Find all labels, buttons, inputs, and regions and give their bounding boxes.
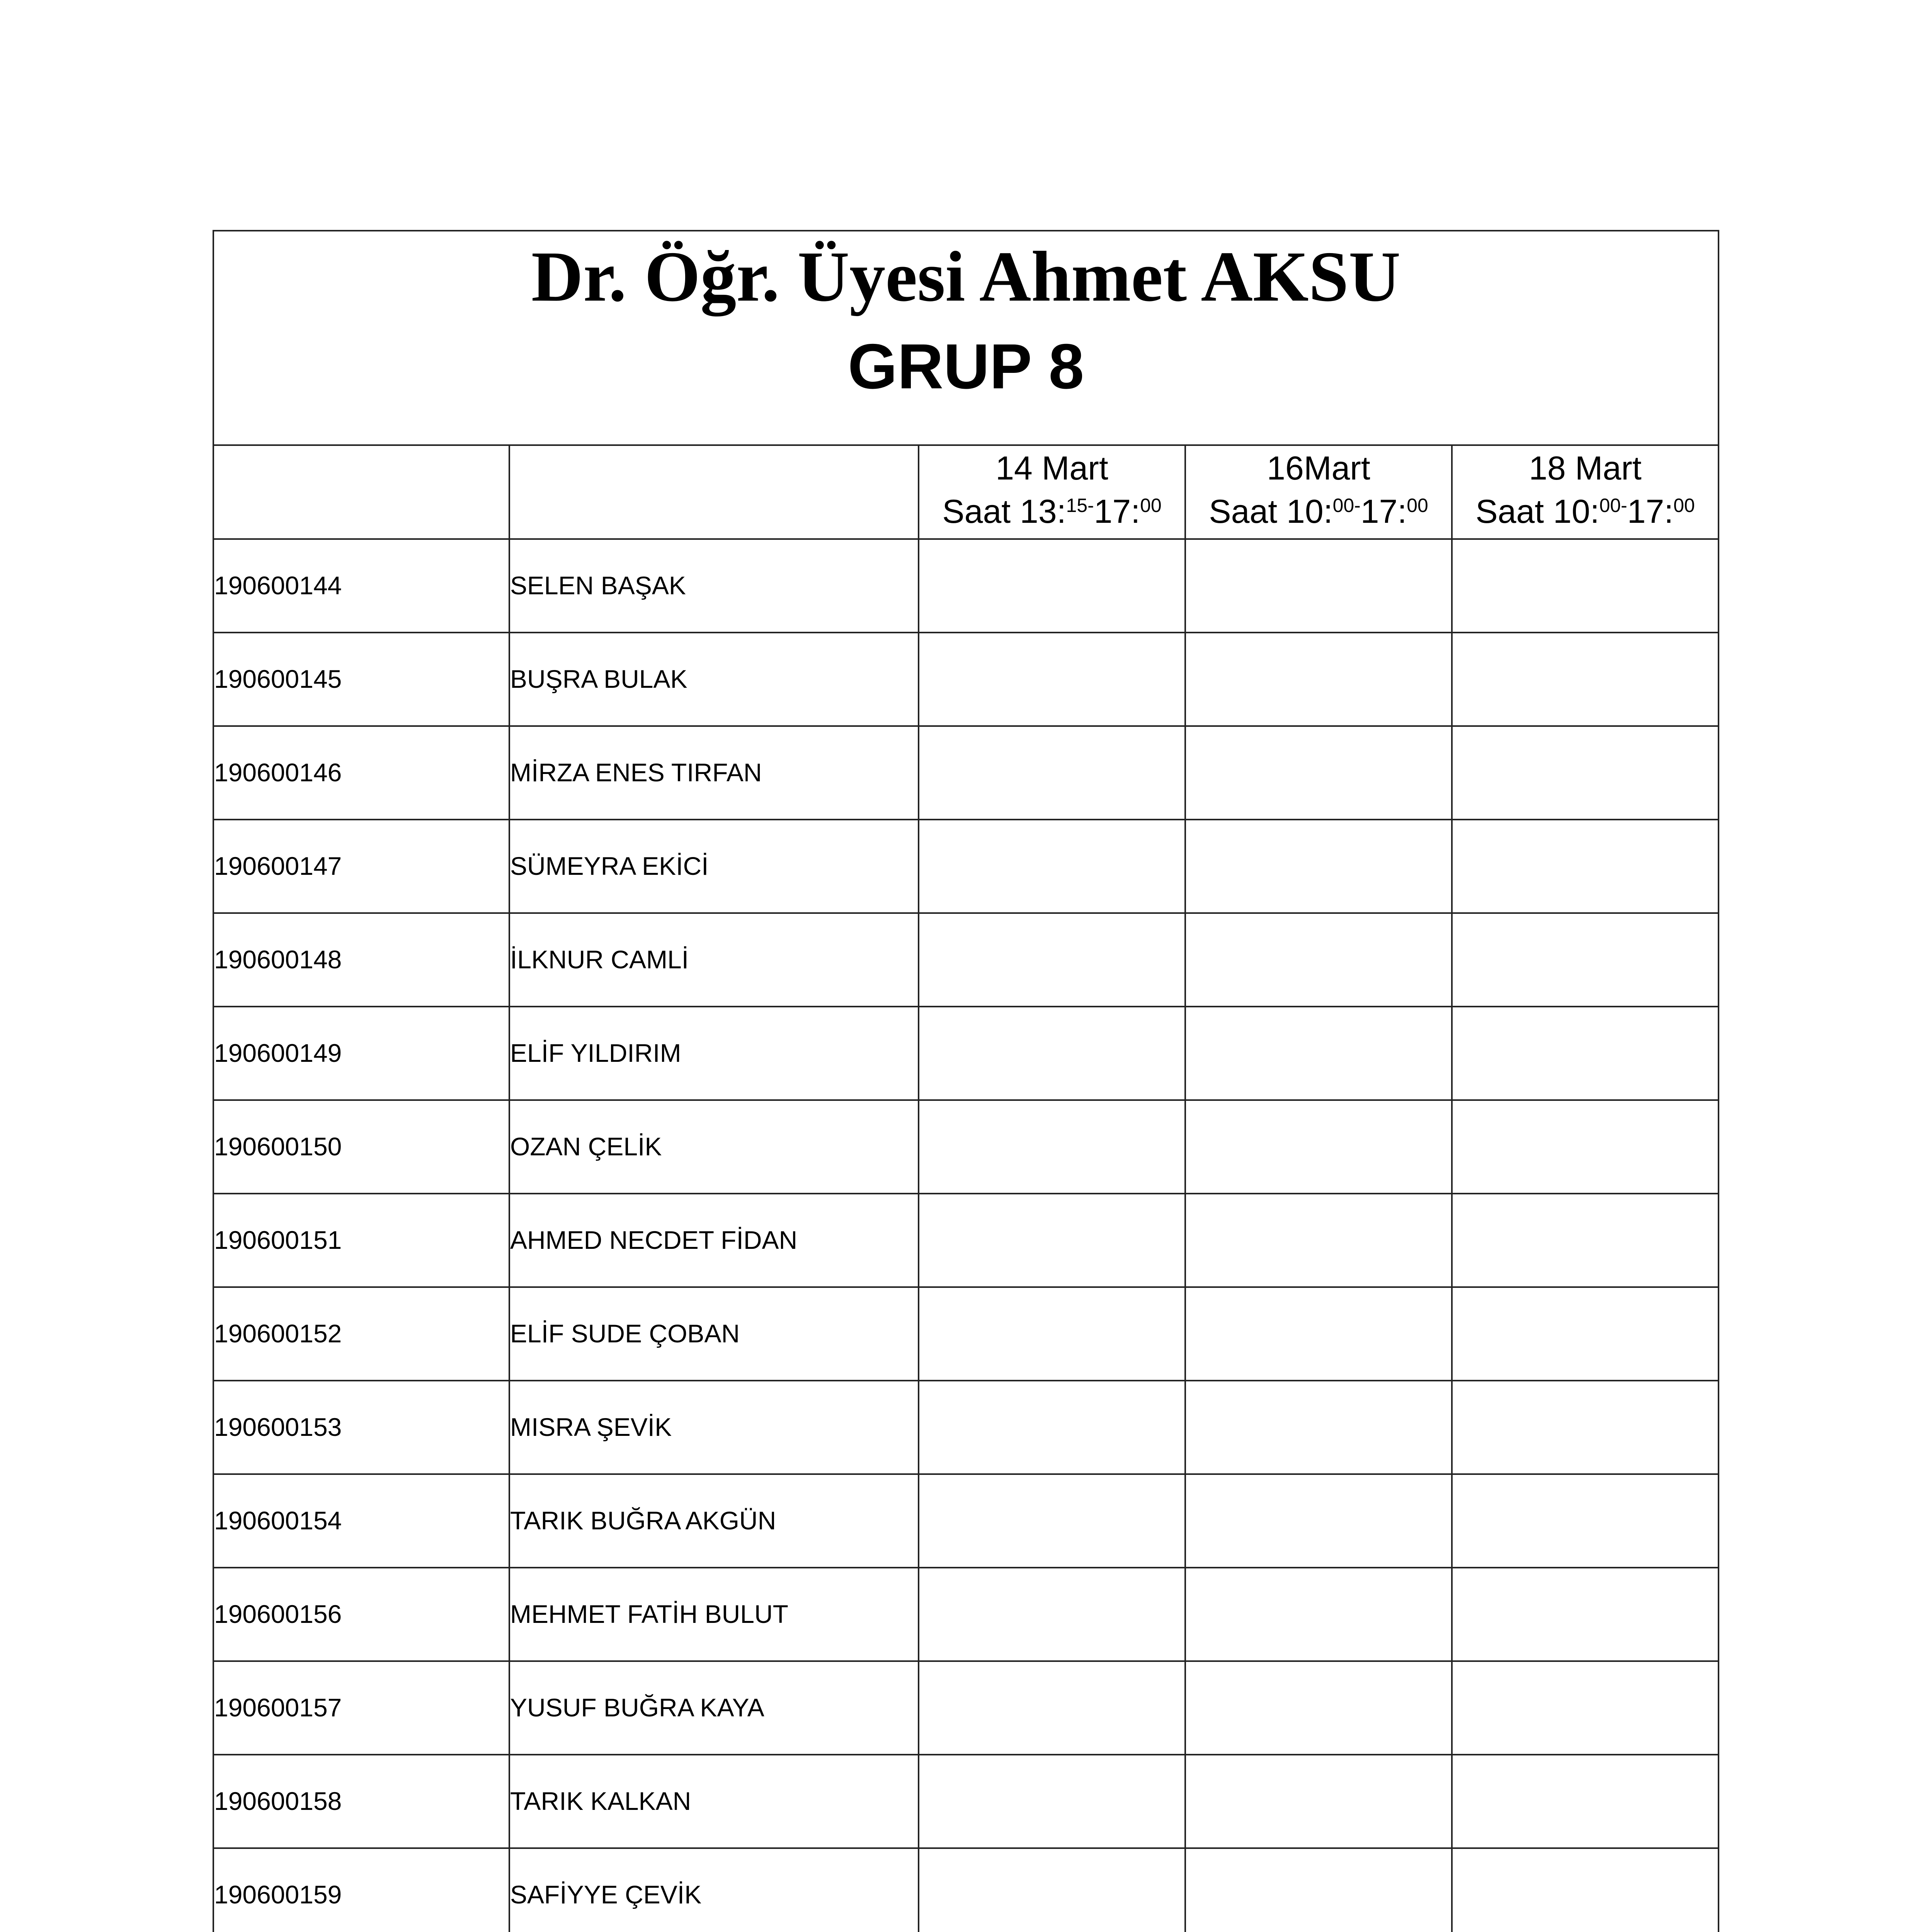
name-column-header: [509, 445, 919, 539]
attendance-cell-18-mart: [1452, 1661, 1719, 1755]
attendance-cell-14-mart: [919, 1661, 1185, 1755]
student-id-cell: 190600157: [213, 1661, 509, 1755]
session-header-14-mart: [919, 445, 1185, 539]
attendance-cell-18-mart: [1452, 1381, 1719, 1474]
group-label: GRUP 8: [847, 331, 1084, 402]
table-row: [213, 1661, 1719, 1755]
student-name-cell: SÜMEYRA EKİCİ: [509, 820, 919, 913]
session-header-16-mart: [1185, 445, 1452, 539]
student-name-cell: MEHMET FATİH BULUT: [509, 1568, 919, 1661]
student-name-cell: ELİF YILDIRIM: [509, 1007, 919, 1100]
attendance-cell-14-mart: [919, 1100, 1185, 1194]
student-name-cell: AHMED NECDET FİDAN: [509, 1194, 919, 1287]
table-row: [213, 633, 1719, 726]
attendance-cell-14-mart: [919, 1007, 1185, 1100]
student-name-cell: TARIK KALKAN: [509, 1755, 919, 1848]
attendance-cell-18-mart: [1452, 1007, 1719, 1100]
attendance-cell-16-mart: [1185, 913, 1452, 1007]
student-name-cell: SAFİYYE ÇEVİK: [509, 1848, 919, 1932]
attendance-cell-18-mart: [1452, 1848, 1719, 1932]
attendance-cell-16-mart: [1185, 1755, 1452, 1848]
session-time-end-sup: 00: [1140, 495, 1162, 517]
attendance-cell-14-mart: [919, 539, 1185, 633]
session-time: [1453, 490, 1718, 538]
title-row: [213, 231, 1719, 445]
student-name-cell: ELİF SUDE ÇOBAN: [509, 1287, 919, 1381]
student-id-cell: 190600154: [213, 1474, 509, 1568]
attendance-cell-16-mart: [1185, 1100, 1452, 1194]
table-row: [213, 1287, 1719, 1381]
attendance-cell-14-mart: [919, 1194, 1185, 1287]
attendance-cell-18-mart: [1452, 726, 1719, 820]
table-row: [213, 1100, 1719, 1194]
session-header-18-mart: [1452, 445, 1719, 539]
attendance-cell-18-mart: [1452, 1568, 1719, 1661]
session-time-end: 17:: [1360, 493, 1407, 530]
attendance-cell-18-mart: [1452, 1474, 1719, 1568]
attendance-cell-14-mart: [919, 1568, 1185, 1661]
session-time-start: Saat 13:: [942, 493, 1066, 530]
title-cell: [213, 231, 1719, 445]
attendance-cell-18-mart: [1452, 1287, 1719, 1381]
session-time-end-sup: 00: [1407, 495, 1428, 517]
attendance-cell-18-mart: [1452, 1100, 1719, 1194]
attendance-cell-16-mart: [1185, 1568, 1452, 1661]
table-row: [213, 1194, 1719, 1287]
table-row: [213, 1848, 1719, 1932]
attendance-cell-16-mart: [1185, 1474, 1452, 1568]
attendance-table: [213, 230, 1719, 1932]
attendance-cell-18-mart: [1452, 1194, 1719, 1287]
attendance-cell-14-mart: [919, 1474, 1185, 1568]
student-name-cell: BUŞRA BULAK: [509, 633, 919, 726]
student-id-cell: 190600152: [213, 1287, 509, 1381]
attendance-cell-16-mart: [1185, 1381, 1452, 1474]
session-time: [919, 490, 1184, 538]
table-row: [213, 1007, 1719, 1100]
table-row: [213, 820, 1719, 913]
attendance-cell-18-mart: [1452, 913, 1719, 1007]
session-time: [1186, 490, 1451, 538]
session-time-start-sup: 00-: [1332, 495, 1361, 517]
attendance-cell-16-mart: [1185, 1194, 1452, 1287]
attendance-cell-14-mart: [919, 1381, 1185, 1474]
attendance-cell-16-mart: [1185, 1848, 1452, 1932]
student-list: [213, 539, 1719, 1932]
attendance-cell-14-mart: [919, 820, 1185, 913]
attendance-cell-14-mart: [919, 1848, 1185, 1932]
session-time-start: Saat 10:: [1475, 493, 1600, 530]
attendance-cell-14-mart: [919, 726, 1185, 820]
student-id-cell: 190600159: [213, 1848, 509, 1932]
instructor-title: Dr. Öğr. Üyesi Ahmet AKSU: [531, 237, 1401, 316]
attendance-cell-14-mart: [919, 1755, 1185, 1848]
attendance-cell-16-mart: [1185, 1007, 1452, 1100]
student-id-cell: 190600153: [213, 1381, 509, 1474]
session-time-start-sup: 15-: [1066, 495, 1094, 517]
attendance-cell-16-mart: [1185, 820, 1452, 913]
session-time-end: 17:: [1627, 493, 1674, 530]
session-time-start-sup: 00-: [1599, 495, 1627, 517]
session-date: 18 Mart: [1529, 449, 1642, 487]
session-time-start: Saat 10:: [1209, 493, 1333, 530]
session-time-end-sup: 00: [1673, 495, 1695, 517]
attendance-cell-16-mart: [1185, 539, 1452, 633]
attendance-cell-14-mart: [919, 1287, 1185, 1381]
session-time-end: 17:: [1094, 493, 1140, 530]
student-name-cell: İLKNUR CAMLİ: [509, 913, 919, 1007]
table-row: [213, 1568, 1719, 1661]
student-name-cell: MİRZA ENES TIRFAN: [509, 726, 919, 820]
session-date: 16Mart: [1267, 449, 1370, 487]
student-id-cell: 190600147: [213, 820, 509, 913]
table-row: [213, 1755, 1719, 1848]
attendance-cell-16-mart: [1185, 1287, 1452, 1381]
table-row: [213, 913, 1719, 1007]
table-row: [213, 1381, 1719, 1474]
table-row: [213, 726, 1719, 820]
student-id-cell: 190600149: [213, 1007, 509, 1100]
attendance-cell-16-mart: [1185, 1661, 1452, 1755]
student-id-cell: 190600148: [213, 913, 509, 1007]
student-id-cell: 190600158: [213, 1755, 509, 1848]
session-date: 14 Mart: [995, 449, 1108, 487]
student-name-cell: SELEN BAŞAK: [509, 539, 919, 633]
attendance-cell-18-mart: [1452, 539, 1719, 633]
student-name-cell: OZAN ÇELİK: [509, 1100, 919, 1194]
student-id-cell: 190600150: [213, 1100, 509, 1194]
attendance-cell-14-mart: [919, 633, 1185, 726]
student-id-cell: 190600151: [213, 1194, 509, 1287]
student-id-cell: 190600145: [213, 633, 509, 726]
attendance-cell-16-mart: [1185, 726, 1452, 820]
table-row: [213, 1474, 1719, 1568]
student-name-cell: TARIK BUĞRA AKGÜN: [509, 1474, 919, 1568]
attendance-cell-14-mart: [919, 913, 1185, 1007]
attendance-cell-16-mart: [1185, 633, 1452, 726]
column-header-row: [213, 445, 1719, 539]
attendance-cell-18-mart: [1452, 1755, 1719, 1848]
student-name-cell: YUSUF BUĞRA KAYA: [509, 1661, 919, 1755]
student-name-cell: MISRA ŞEVİK: [509, 1381, 919, 1474]
student-id-cell: 190600146: [213, 726, 509, 820]
attendance-cell-18-mart: [1452, 820, 1719, 913]
table-header: [213, 231, 1719, 539]
table-row: [213, 539, 1719, 633]
id-column-header: [213, 445, 509, 539]
student-id-cell: 190600156: [213, 1568, 509, 1661]
attendance-cell-18-mart: [1452, 633, 1719, 726]
student-id-cell: 190600144: [213, 539, 509, 633]
